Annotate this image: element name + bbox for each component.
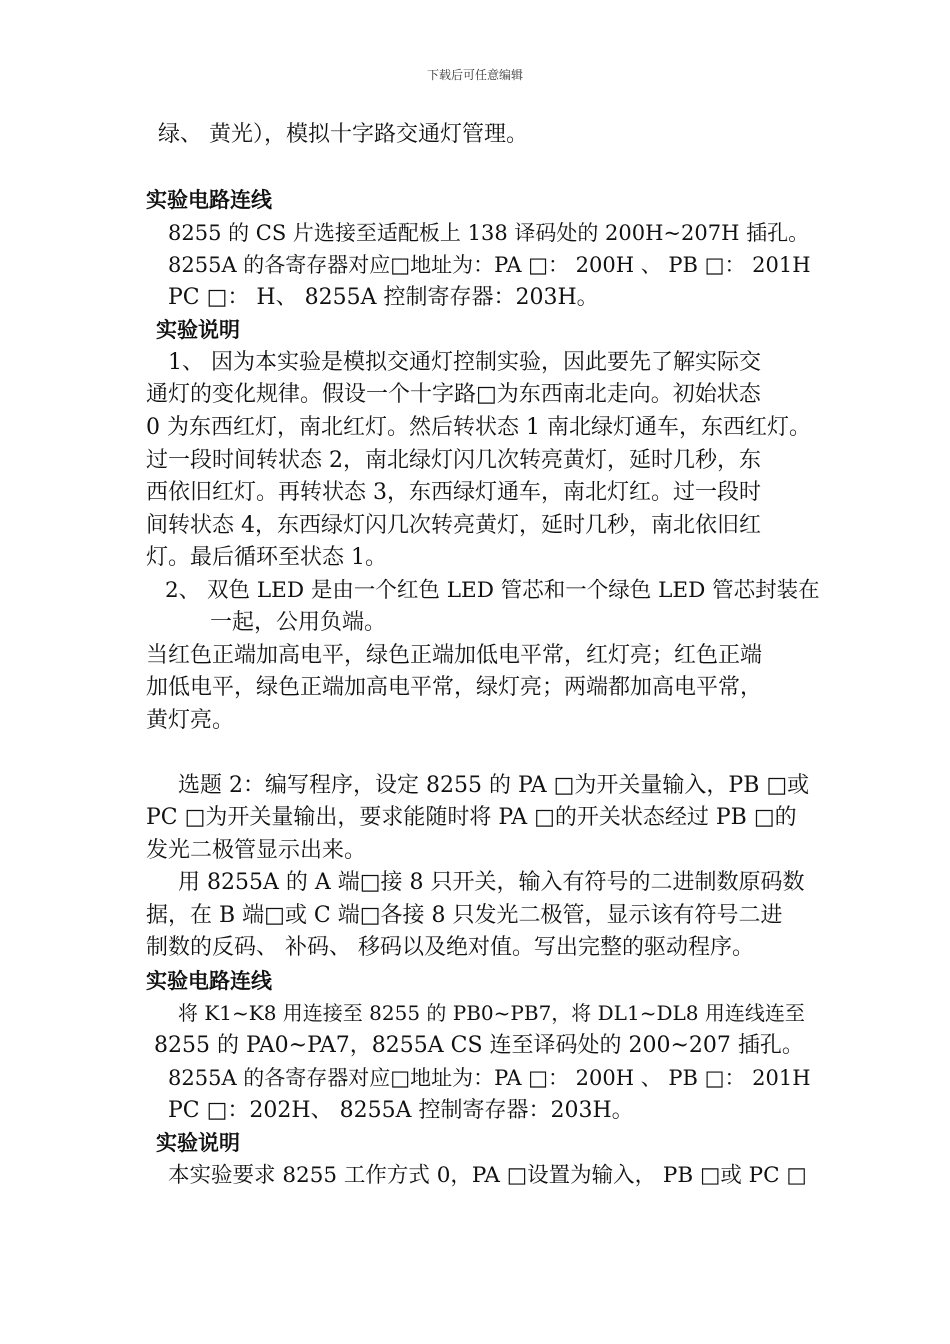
text-line: 制数的反码、 补码、 移码以及绝对值。写出完整的驱动程序。 — [146, 935, 754, 960]
text-line: 加低电平，绿色正端加高电平常，绿灯亮；两端都加高电平常， — [146, 675, 763, 700]
text-line: PC □为开关量输出，要求能随时将 PA □的开关状态经过 PB □的 — [146, 805, 797, 830]
text-line: 8255 的 PA0~PA7，8255A CS 连至译码处的 200~207 插孔。 — [154, 1033, 804, 1058]
text-line: 1、 因为本实验是模拟交通灯控制实验，因此要先了解实际交 — [168, 350, 761, 375]
text-line: PC □： H、 8255A 控制寄存器：203H。 — [168, 285, 599, 310]
text-line: 0 为东西红灯，南北红灯。然后转状态 1 南北绿灯通车，东西红灯。 — [146, 415, 811, 440]
text-line: 8255A 的各寄存器对应□地址为：PA □： 200H 、 PB □： 201H — [168, 253, 811, 277]
text-line: 2、 双色 LED 是由一个红色 LED 管芯和一个绿色 LED 管芯封装在 — [165, 578, 820, 603]
text-line: 将 K1~K8 用连接至 8255 的 PB0~PB7，将 DL1~DL8 用连线连至 — [178, 1001, 805, 1025]
page-header-note: 下载后可任意编辑 — [426, 68, 523, 82]
section-heading: 实验说明 — [156, 1131, 240, 1155]
section-heading: 实验说明 — [156, 318, 240, 342]
text-line: 一起，公用负端。 — [210, 610, 387, 635]
text-line: 绿、 黄光），模拟十字路交通灯管理。 — [158, 122, 528, 147]
text-line: 灯。最后循环至状态 1。 — [146, 545, 387, 570]
text-line: 用 8255A 的 A 端□接 8 只开关，输入有符号的二进制数原码数 — [178, 870, 805, 895]
text-line: 西依旧红灯。再转状态 3，东西绿灯通车，南北灯红。过一段时 — [146, 480, 761, 505]
text-line: PC □：202H、 8255A 控制寄存器：203H。 — [168, 1098, 634, 1123]
text-line: 间转状态 4，东西绿灯闪几次转亮黄灯，延时几秒，南北依旧红 — [146, 513, 761, 538]
text-line: 选题 2：编写程序，设定 8255 的 PA □为开关量输入，PB □或 — [178, 773, 810, 798]
section-heading: 实验电路连线 — [146, 188, 272, 212]
section-heading: 实验电路连线 — [146, 969, 272, 993]
text-line: 当红色正端加高电平，绿色正端加低电平常，红灯亮；红色正端 — [146, 643, 763, 668]
text-line: 据，在 B 端□或 C 端□各接 8 只发光二极管，显示该有符号二进 — [146, 903, 783, 928]
text-line: 发光二极管显示出来。 — [146, 838, 367, 863]
text-line: 本实验要求 8255 工作方式 0，PA □设置为输入， PB □或 PC □ — [168, 1163, 807, 1188]
text-line: 通灯的变化规律。假设一个十字路□为东西南北走向。初始状态 — [146, 382, 761, 407]
text-line: 8255A 的各寄存器对应□地址为：PA □： 200H 、 PB □： 201H — [168, 1066, 811, 1090]
text-line: 8255 的 CS 片选接至适配板上 138 译码处的 200H~207H 插孔。 — [168, 221, 810, 245]
text-line: 过一段时间转状态 2，南北绿灯闪几次转亮黄灯，延时几秒，东 — [146, 448, 761, 473]
text-line: 黄灯亮。 — [146, 708, 235, 733]
